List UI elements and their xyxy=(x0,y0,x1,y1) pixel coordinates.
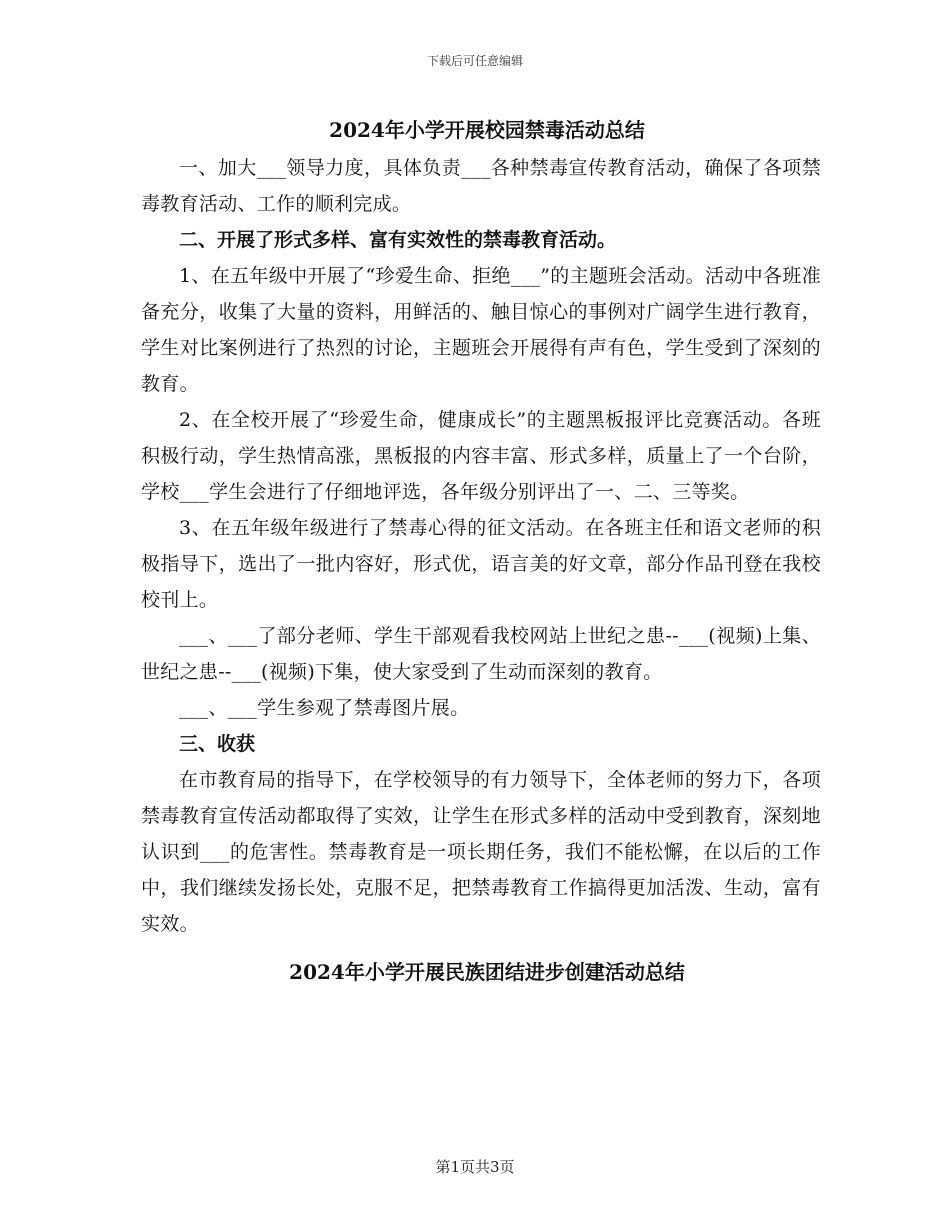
page-number: 第1页共3页 xyxy=(435,1158,515,1176)
document-body xyxy=(141,112,821,990)
document-title: 2024年小学开展校园禁毒活动总结 xyxy=(329,118,645,142)
paragraph-2: 1、在五年级中开展了“珍爱生命、拒绝___”的主题班会活动。活动中各班准备充分，收集了大量的资料，用鲜活的、触目惊心的事例对广阔学生进行教育，学生对比案例进行了热烈的讨论，主题班会开展得有声有色，学生受到了深刻的教育。 xyxy=(141,265,821,395)
paragraph-3: 2、在全校开展了“珍爱生命，健康成长”的主题黑板报评比竞赛活动。各班积极行动，学生热情高涨，黑板报的内容丰富、形式多样，质量上了一个台阶，学校___学生会进行了仔细地评选，各年级分别评出了一、二、三等奖。 xyxy=(141,409,821,503)
second-document-title: 2024年小学开展民族团结进步创建活动总结 xyxy=(289,960,685,984)
section-heading-3: 三、收获 xyxy=(179,733,256,755)
section-heading-2: 二、开展了形式多样、富有实效性的禁毒教育活动。 xyxy=(179,229,617,251)
paragraph-5: ___、___了部分老师、学生干部观看我校网站上世纪之患--___(视频)上集、世纪之患--___(视频)下集，使大家受到了生动而深刻的教育。 xyxy=(141,625,821,683)
header-note: 下载后可任意编辑 xyxy=(426,54,523,68)
paragraph-4: 3、在五年级年级进行了禁毒心得的征文活动。在各班主任和语文老师的积极指导下，选出了一批内容好，形式优，语言美的好文章，部分作品刊登在我校校刊上。 xyxy=(141,517,821,611)
paragraph-6: ___、___学生参观了禁毒图片展。 xyxy=(179,697,470,719)
paragraph-7: 在市教育局的指导下，在学校领导的有力领导下，全体老师的努力下，各项禁毒教育宣传活动都取得了实效，让学生在形式多样的活动中受到教育，深刻地认识到___的危害性。禁毒教育是一项长期任务，我们不能松懈，在以后的工作中，我们继续发扬长处，克服不足，把禁毒教育工作搞得更加活泼、生动，富有实效。 xyxy=(141,769,821,935)
paragraph-1: 一、加大___领导力度，具体负责___各种禁毒宣传教育活动，确保了各项禁毒教育活动、工作的顺利完成。 xyxy=(141,157,821,215)
